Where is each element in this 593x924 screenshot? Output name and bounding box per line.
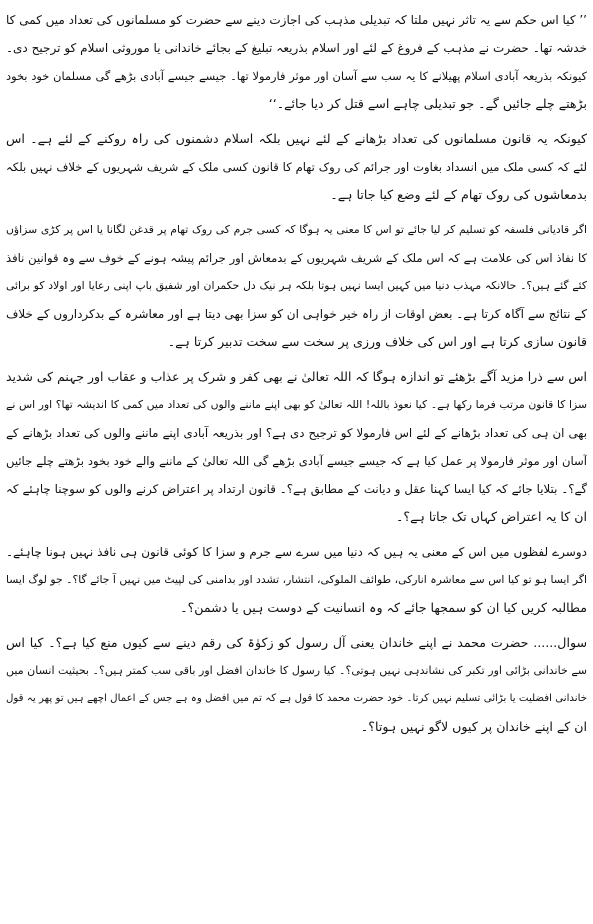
text-line: آسان اور موثر فارمولا پر عمل کیا ہے کہ جیسے جیسے آبادی بڑھے گی اللہ تعالیٰ کے ماننے والے خود بخود بڑھتے چلے جائیں xyxy=(6,454,587,468)
text-line: بدمعاشوں کی روک تھام کے لئے وضع کیا جاتا ہے۔ xyxy=(330,187,587,202)
text-line: سوال...... حضرت محمد نے اپنے خاندان یعنی آل رسول کو زکوٰۃ کی رقم دینے سے کیوں منع کیا ہے؟۔ کیا اس xyxy=(6,635,587,650)
paragraph-law-purpose xyxy=(6,125,587,209)
text-line: دوسرے لفظوں میں اس کے معنی یہ ہیں کہ دنیا میں سرے سے جرم و سزا کا کوئی قانون ہی نافذ نہیں ہونا چاہئے۔ xyxy=(6,545,587,559)
text-line: گے؟۔ بتلایا جائے کہ کیا ایسا کہنا عقل و دیانت کے مطابق ہے؟۔ قانون ارتداد پر اعتراض کرنے والوں کو سوچنا چاہئے کہ xyxy=(6,482,587,496)
text-line: اگر ایسا ہو تو کیا اس سے معاشرہ انارکی، طوائف الملوکی، انتشار، تشدد اور بدامنی کی لپیٹ میں نہیں آ جائے گا؟۔ جو لوگ ایسا xyxy=(6,573,587,586)
text-line: لئے کہ کسی ملک میں انسداد بغاوت اور جرائم کی روک تھام کا قانون کسی ملک کے شریف شہریوں کے خلاف نہیں بلکہ xyxy=(6,160,587,174)
text-line: کے نتائج سے آگاہ کرتا ہے۔ بعض اوقات از راہ خیر خواہی ان کو سزا بھی دیتا ہے اور معاشرہ کے بدکرداروں کے خلاف xyxy=(6,307,587,321)
paragraph-quote xyxy=(6,6,587,118)
text-line: کئے گئے ہیں؟۔ حالانکہ مہذب دنیا میں کہیں ایسا نہیں ہوتا بلکہ ہر نیک دل حکمران اور شفیق باپ اپنی رعایا اور اولاد کو برائی xyxy=(6,279,587,292)
text-line: اس سے ذرا مزید آگے بڑھئے تو اندازہ ہوگا کہ اللہ تعالیٰ نے بھی کفر و شرک پر عذاب و عقاب اور جہنم کی شدید xyxy=(6,369,587,384)
text-line: سزا کا قانون مرتب فرما رکھا ہے۔ کیا نعوذ باللہ! اللہ تعالیٰ کو بھی اپنے ماننے والوں کی تعداد میں کمی کا اندیشہ تھا؟ اور اس نے xyxy=(6,398,587,411)
text-line: بھی ان ہی کی تعداد بڑھانے کے لئے اس فارمولا کو ترجیح دی ہے؟ اور بذریعہ آبادی اپنے ماننے والوں کی تعداد بڑھانے کے xyxy=(6,426,587,440)
text-line: کیونکہ بذریعہ آبادی اسلام پھیلانے کا یہ سب سے آسان اور موثر فارمولا تھا۔ جیسے جیسے آبادی بڑھے گی مسلمان خود بخود xyxy=(6,69,587,83)
paragraph-divine-law xyxy=(6,363,587,531)
text-line: مطالبہ کریں کیا ان کو سمجھا جائے کہ وہ انسانیت کے دوست ہیں یا دشمن؟۔ xyxy=(180,600,587,615)
text-line: ان کا یہ اعتراض کہاں تک جاتا ہے؟۔ xyxy=(396,509,587,524)
paragraph-question-zakat xyxy=(6,629,587,741)
text-line: قانون سازی کرتا ہے اور اس کی خلاف ورزی پر سخت سے سخت تدبیر کرتا ہے۔ xyxy=(167,334,587,349)
text-line: کا نفاذ اس کی علامت ہے کہ اس ملک کے شریف شہریوں کے بدمعاش اور جرائم پیشہ ہونے کے خوف سے وہ قوانین نافذ xyxy=(6,251,587,265)
text-line: خدشہ تھا۔ حضرت نے مذہب کے فروغ کے لئے اور اسلام بذریعہ تبلیغ کے بجائے خاندانی یا موروثی اسلام کو ترجیح دی۔ xyxy=(6,41,587,55)
text-line: ان کے اپنے خاندان پر کیوں لاگو نہیں ہوتا؟۔ xyxy=(360,719,587,734)
text-line: بڑھتے چلے جائیں گے۔ جو تبدیلی چاہے اسے قتل کر دیا جائے۔‘‘ xyxy=(268,96,587,111)
text-line: سے خاندانی بڑائی اور تکبر کی نشاندہی نہیں ہوتی؟۔ کیا رسول کا خاندان افضل اور باقی سب کمتر ہیں؟۔ بحیثیت انسان میں xyxy=(6,664,587,677)
text-line: خاندانی افضلیت یا بڑائی تسلیم نہیں کرتا۔ خود حضرت محمد کا قول ہے کہ تم میں افضل وہ ہے جس کے اعمال اچھے ہیں تو پھر یہ قول xyxy=(6,693,587,704)
text-line: کیونکہ یہ قانون مسلمانوں کی تعداد بڑھانے کے لئے نہیں بلکہ اسلام دشمنوں کی راہ روکنے کے لئے ہے۔ اس xyxy=(6,131,587,146)
text-line: ’’ کیا اس حکم سے یہ تاثر نہیں ملتا کہ تبدیلی مذہب کی اجازت دینے سے حضرت کو مسلمانوں کی تعداد میں کمی کا xyxy=(6,13,587,27)
paragraph-crime-punishment xyxy=(6,538,587,622)
text-line: اگر قادیانی فلسفہ کو تسلیم کر لیا جائے تو اس کا معنی یہ ہوگا کہ کسی جرم کی روک تھام پر قدغن لگانا یا اس پر کڑی سزاؤں xyxy=(6,223,587,236)
paragraph-qadiani-philosophy xyxy=(6,216,587,356)
